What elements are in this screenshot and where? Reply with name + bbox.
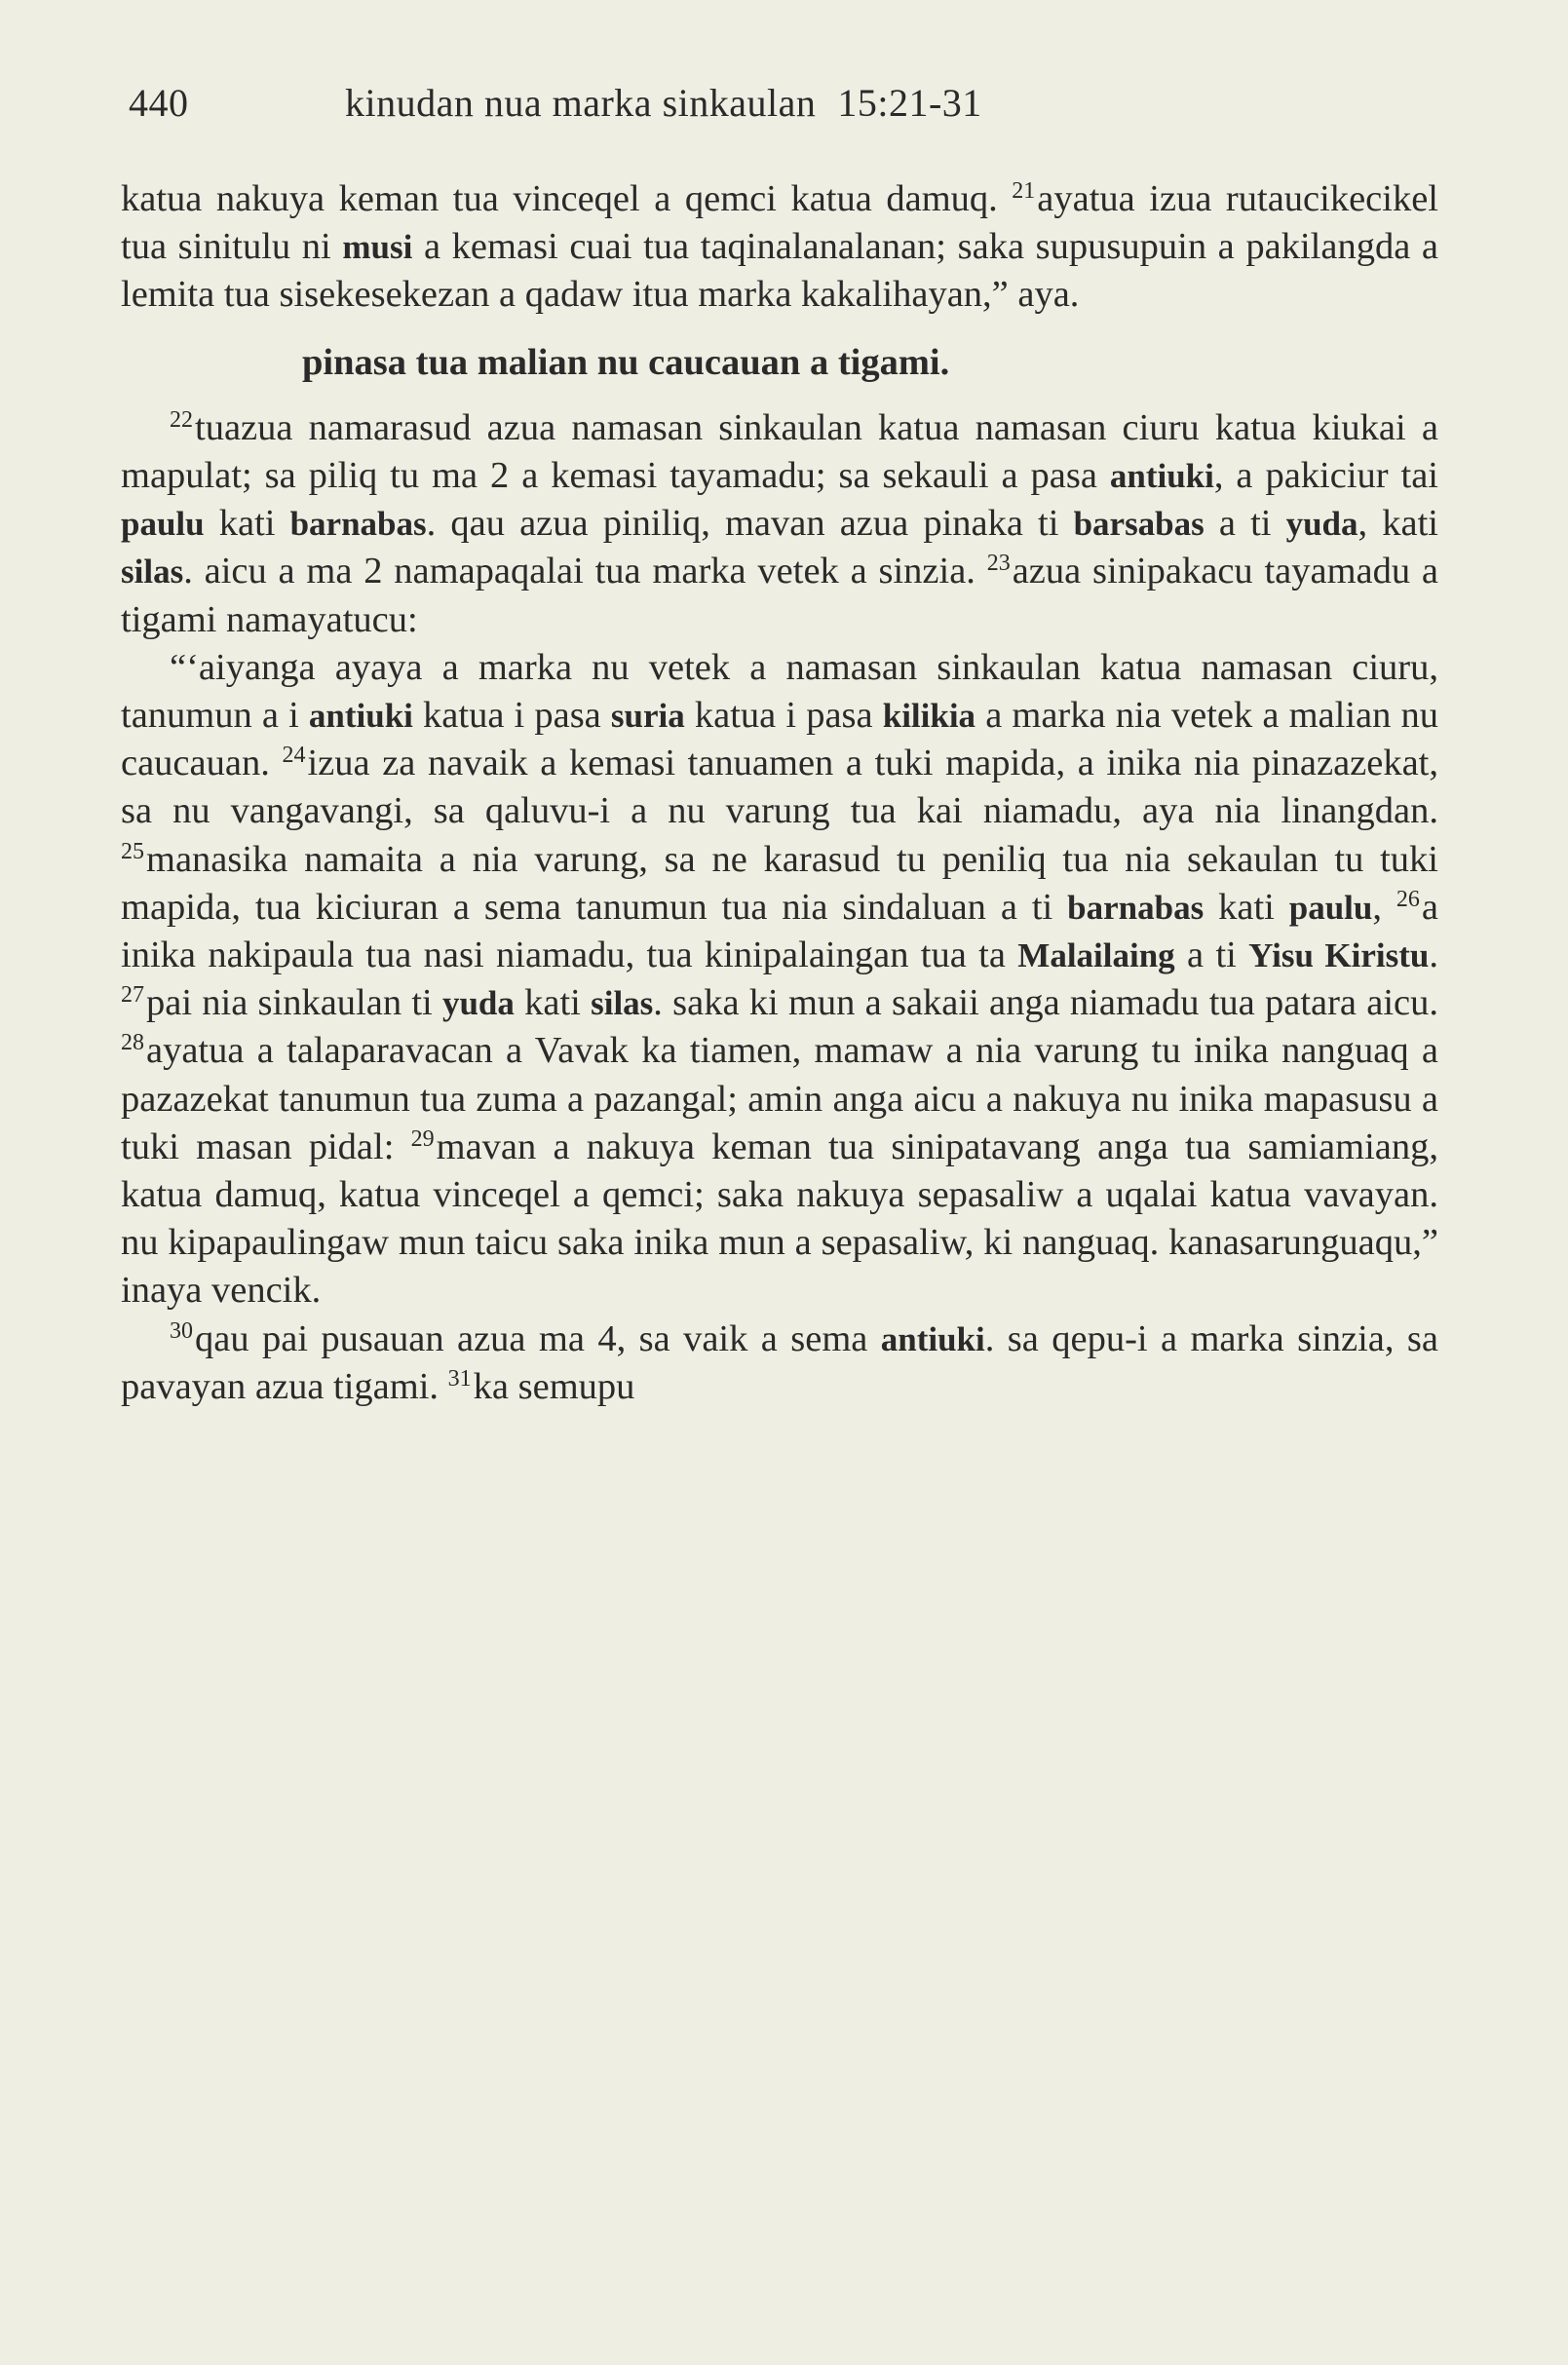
text-run: izua za navaik a kemasi tanuamen a tuki mapida, a inika nia pinazazekat, sa nu vangavangi, sa qaluvu-i a nu varung tua kai niamadu, aya nia linangdan. <box>121 743 1438 832</box>
text-run: , a pakiciur tai <box>1213 455 1438 497</box>
text-run: “‘aiyanga ayaya a marka nu vetek a namasan sinkaulan katua namasan ciuru, tanumun a i <box>121 646 1438 737</box>
bold-name: barnabas <box>1067 888 1205 927</box>
verse-number: 29 <box>410 1125 435 1152</box>
text-run: , kati <box>1358 503 1438 545</box>
paragraph-letter <box>121 644 1438 1316</box>
text-run: a marka nia vetek a malian nu caucauan. <box>121 695 1438 784</box>
bold-name: barnabas <box>289 505 427 544</box>
text-run: . sa qepu-i a marka sinzia, sa pavayan azua tigami. <box>121 1317 1438 1407</box>
bold-name: antiuki <box>1109 457 1214 496</box>
text-run: a inika nakipaula tua nasi niamadu, tua kinipalaingan tua ta <box>121 886 1439 976</box>
text-run: . aicu a ma 2 namapaqalai tua marka vetek a sinzia. <box>183 551 987 592</box>
text-run: a ti <box>1204 503 1286 545</box>
paragraph <box>121 404 1438 644</box>
paragraph <box>121 1316 1438 1411</box>
text-run: , <box>1372 886 1396 928</box>
text-run: katua nakuya keman tua vinceqel a qemci katua damuq. <box>121 178 1013 219</box>
text-run: a ti <box>1174 935 1249 976</box>
body-text <box>121 175 1438 1411</box>
text-run: ayatua izua rutaucikecikel tua sinitulu ni <box>121 178 1438 268</box>
verse-number: 31 <box>447 1365 472 1392</box>
text-run: manasika namaita a nia varung, sa ne karasud tu peniliq tua nia sekaulan tu tuki mapida, tua kiciuran a sema tanumun tua nia sindaluan a ti <box>121 838 1438 928</box>
text-run: kati <box>514 982 592 1024</box>
bold-name: paulu <box>1288 888 1373 927</box>
verse-number: 26 <box>1396 886 1420 912</box>
bold-name: kilikia <box>882 697 976 736</box>
text-run: katua i pasa <box>412 695 611 737</box>
text-run: azua sinipakacu tayamadu a tigami namayatucu: <box>121 551 1438 640</box>
text-run: pai nia sinkaulan ti <box>146 982 442 1024</box>
bold-name: yuda <box>441 984 515 1023</box>
paragraph-continuation <box>121 175 1438 320</box>
text-run: ayatua a talaparavacan a Vavak ka tiamen, mamaw a nia varung tu inika nanguaq a pazazekat tanumun tua zuma a pazangal; amin anga aicu a nakuya nu inika mapasusu a tuki masan pidal: <box>121 1030 1438 1167</box>
page-number: 440 <box>129 81 189 125</box>
running-title: kinudan nua marka sinkaulan <box>345 81 817 125</box>
text-run: kati <box>1204 886 1289 928</box>
text-run: ka semupu <box>473 1365 635 1407</box>
text-run: . saka ki mun a sakaii anga niamadu tua patara aicu. <box>653 982 1438 1024</box>
text-run: mavan a nakuya keman tua sinipatavang anga tua samiamiang, katua damuq, katua vinceqel a qemci; saka nakuya sepasaliw a uqalai katua vavayan. nu kipapaulingaw mun taicu saka inika mun a sepasaliw, ki nanguaq. kanasarunguaqu,” inaya vencik. <box>121 1125 1438 1312</box>
verse-number: 23 <box>986 551 1011 577</box>
text-run: kati <box>204 503 290 545</box>
bold-name: Malailaing <box>1017 936 1175 975</box>
text-run: qau pai pusauan azua ma 4, sa vaik a sema <box>195 1317 881 1359</box>
page-header <box>129 80 1454 126</box>
bold-name: suria <box>610 697 685 736</box>
bold-name: paulu <box>121 505 205 544</box>
verse-number: 24 <box>282 743 306 769</box>
verse-number: 28 <box>121 1030 144 1056</box>
bold-name: antiuki <box>308 697 413 736</box>
section-heading: pinasa tua malian nu caucauan a tigami. <box>302 341 950 383</box>
verse-number: 27 <box>121 982 144 1009</box>
bold-name: Yisu Kiristu <box>1248 936 1430 975</box>
bold-name: barsabas <box>1073 505 1205 544</box>
bold-name: silas <box>591 984 654 1023</box>
text-run: katua i pasa <box>684 695 883 737</box>
text-run: . <box>1429 935 1438 976</box>
text-run: tuazua namarasud azua namasan sinkaulan katua namasan ciuru katua kiukai a mapulat; sa piliq tu ma 2 a kemasi tayamadu; sa sekauli a pasa <box>121 406 1438 497</box>
text-run: a kemasi cuai tua taqinalanalanan; saka supusupuin a pakilangda a lemita tua sisekesekezan a qadaw itua marka kakalihayan,” aya. <box>121 226 1439 316</box>
verse-number: 25 <box>121 838 144 864</box>
bold-name: silas <box>121 553 184 591</box>
verse-number: 22 <box>170 406 193 433</box>
text-run: . qau azua piniliq, mavan azua pinaka ti <box>426 503 1074 545</box>
verse-number: 30 <box>170 1317 193 1344</box>
verse-number: 21 <box>1012 178 1036 204</box>
chapter-reference: 15:21-31 <box>837 81 982 125</box>
bold-name: yuda <box>1285 505 1358 544</box>
bold-name: musi <box>342 228 413 267</box>
bold-name: antiuki <box>880 1319 985 1358</box>
